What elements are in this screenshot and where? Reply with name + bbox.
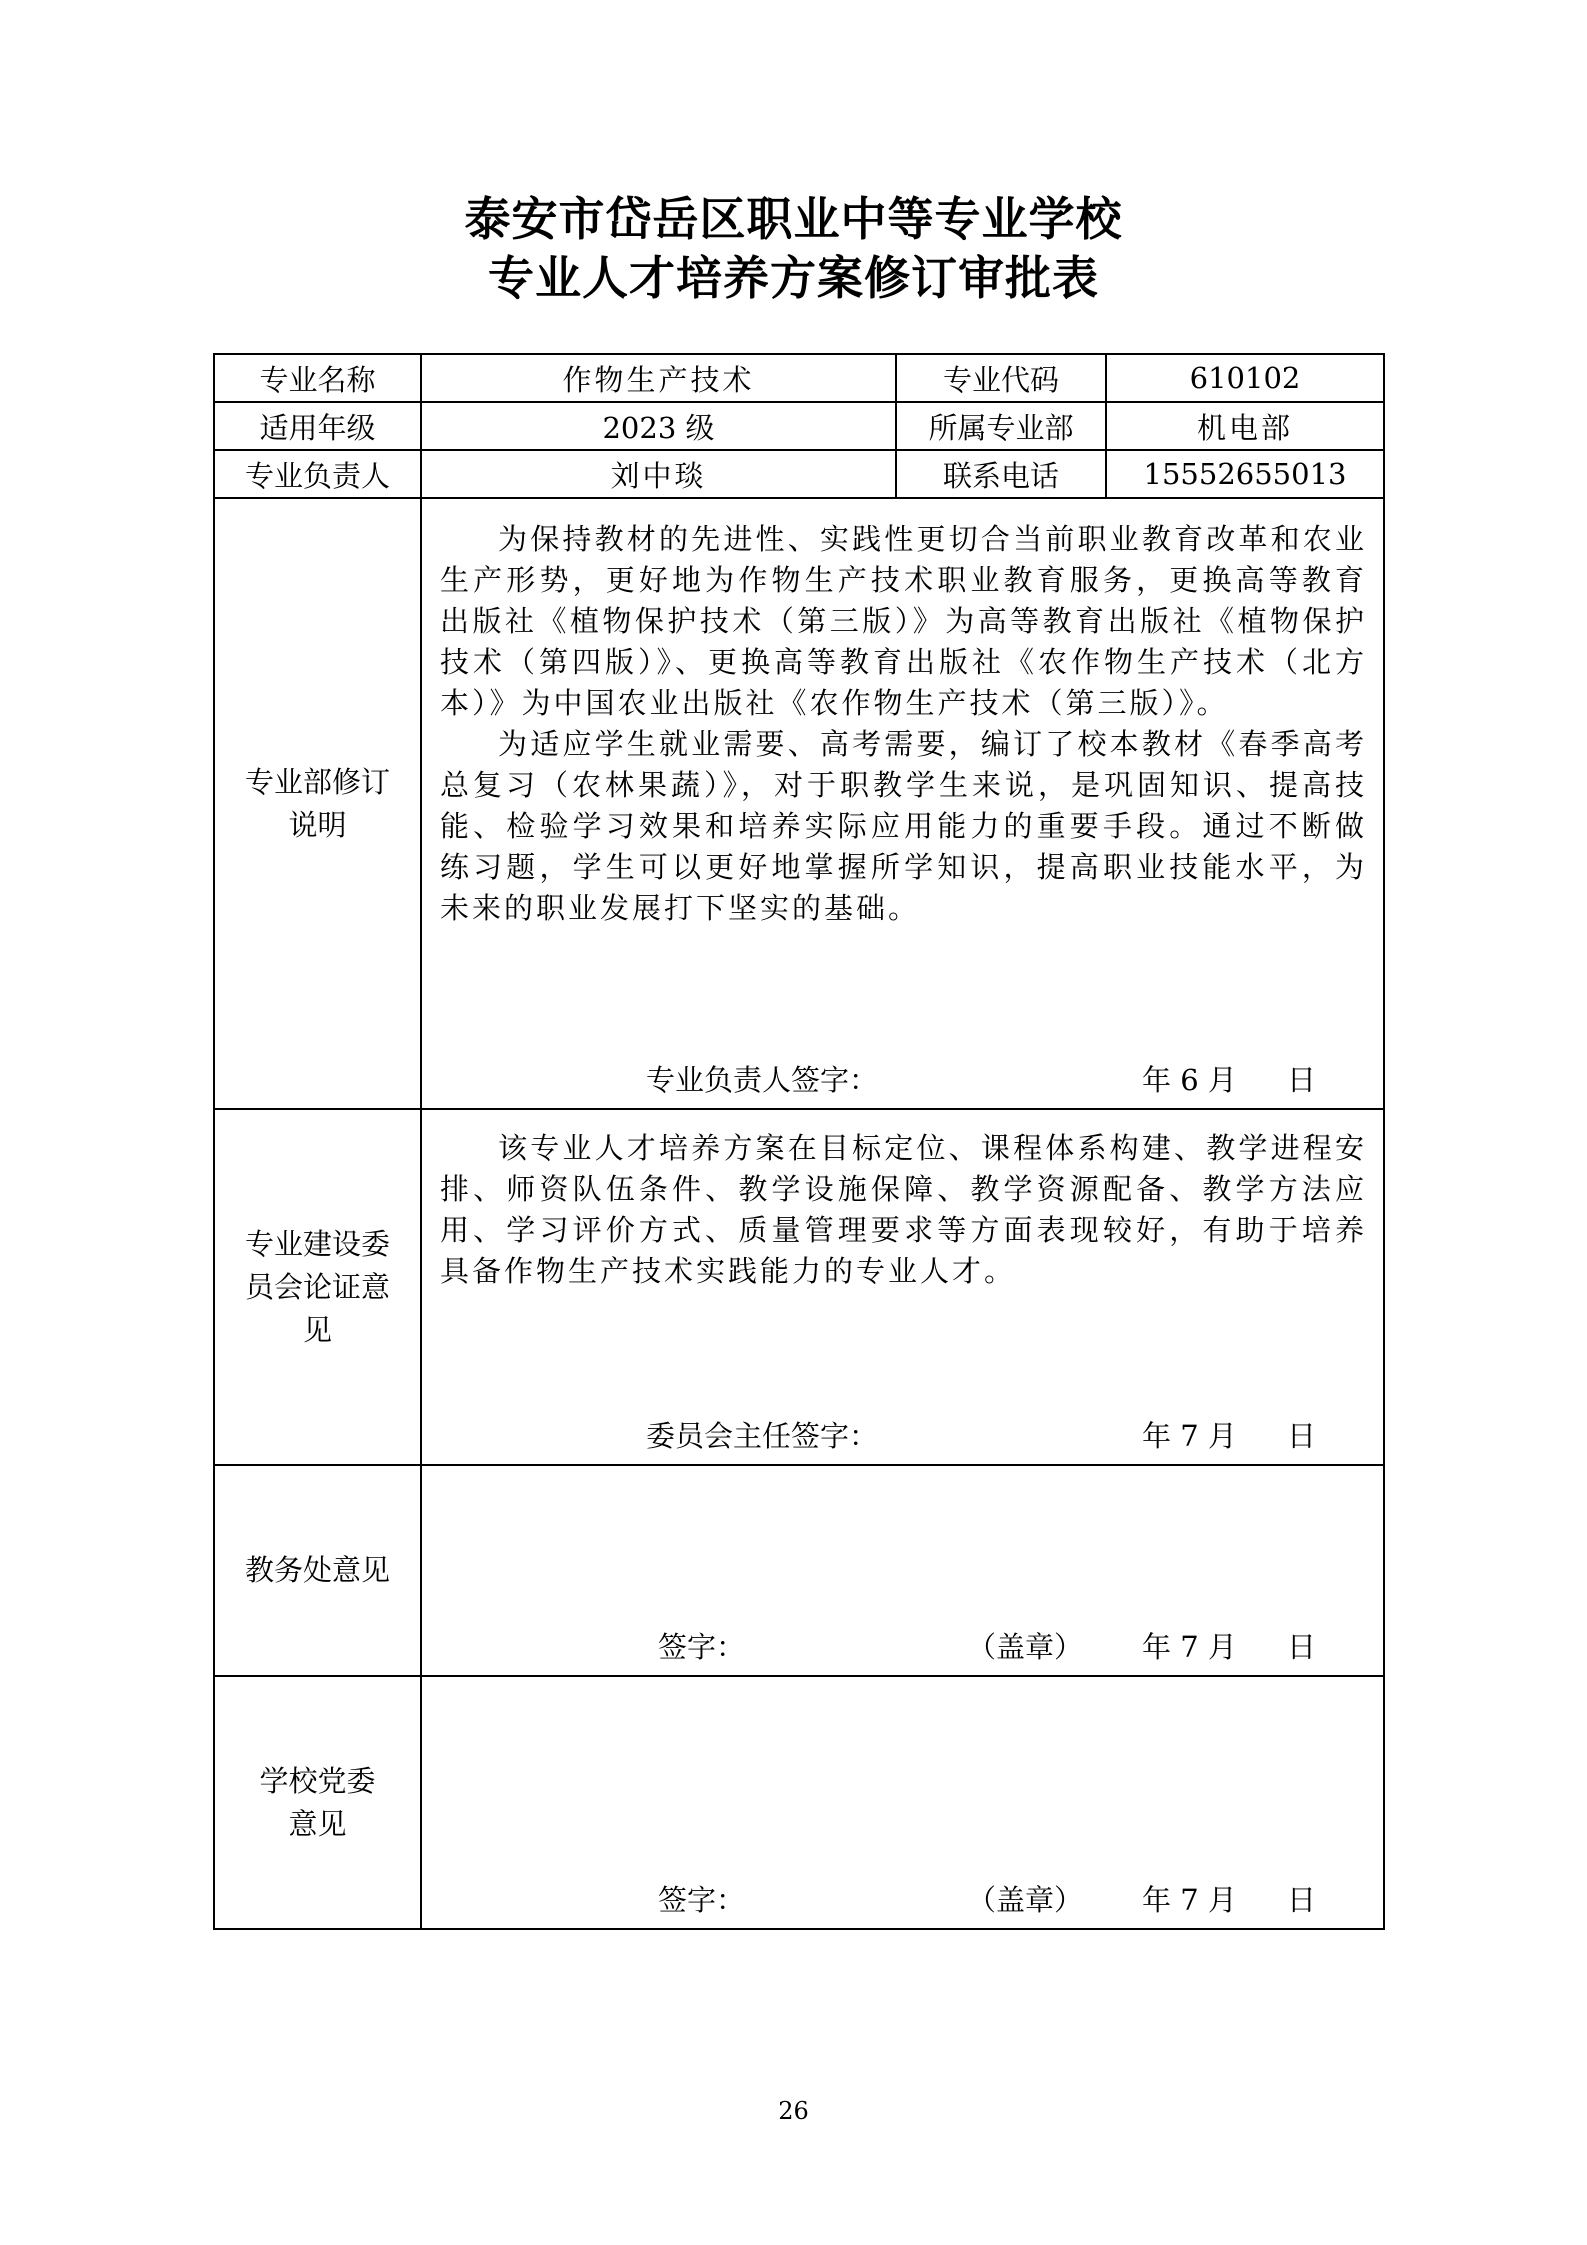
revision-sign-day: 日 <box>1287 1063 1317 1097</box>
page-number: 26 <box>778 2097 809 2125</box>
row-major-name <box>214 354 1384 402</box>
party-committee-sign-month: 年 7 月 <box>1142 1883 1237 1917</box>
academic-affairs-sign-label: 签字： <box>658 1630 746 1664</box>
party-committee-label <box>214 1676 421 1929</box>
department-label: 所属专业部 <box>896 402 1106 450</box>
grade-value: 2023 级 <box>421 402 896 450</box>
document-title-line1: 泰安市岱岳区职业中等专业学校 <box>464 192 1123 246</box>
academic-affairs-label: 教务处意见 <box>214 1465 421 1676</box>
committee-paragraph: 该专业人才培养方案在目标定位、课程体系构建、教学进程安排、师资队伍条件、教学设施保障、教学资源配备、教学方法应用、学习评价方式、质量管理要求等方面表现较好，有助于培养具备作物生产技术实践能力的专业人才。 <box>440 1131 1367 1288</box>
committee-label-text: 专业建设委员会论证意见 <box>244 1226 390 1347</box>
academic-affairs-sign-month: 年 7 月 <box>1142 1630 1237 1664</box>
academic-affairs-signature-line <box>422 1627 1383 1667</box>
revision-content <box>421 498 1384 1109</box>
revision-label-text: 专业部修订说明 <box>244 764 390 842</box>
leader-label: 专业负责人 <box>214 450 421 498</box>
committee-sign-month: 年 7 月 <box>1142 1419 1237 1453</box>
revision-label <box>214 498 421 1109</box>
committee-sign-day: 日 <box>1287 1419 1317 1453</box>
approval-form-table <box>213 353 1385 1930</box>
party-committee-seal: （盖章） <box>967 1883 1084 1917</box>
academic-affairs-sign-day: 日 <box>1287 1630 1317 1664</box>
major-code-label: 专业代码 <box>896 354 1106 402</box>
major-name-label: 专业名称 <box>214 354 421 402</box>
leader-value: 刘中琰 <box>421 450 896 498</box>
committee-label <box>214 1109 421 1465</box>
revision-sign-label: 专业负责人签字： <box>646 1063 879 1097</box>
row-leader <box>214 450 1384 498</box>
phone-label: 联系电话 <box>896 450 1106 498</box>
revision-paragraph-1: 为保持教材的先进性、实践性更切合当前职业教育改革和农业生产形势，更好地为作物生产技术职业教育服务，更换高等教育出版社《植物保护技术（第三版）》为高等教育出版社《植物保护技术（第四版）》、更换高等教育出版社《农作物生产技术（北方本）》为中国农业出版社《农作物生产技术（第三版）》。 <box>440 522 1367 720</box>
party-committee-signature-line <box>422 1880 1383 1920</box>
revision-paragraph-2: 为适应学生就业需要、高考需要，编订了校本教材《春季高考总复习（农林果蔬）》，对于职教学生来说，是巩固知识、提高技能、检验学习效果和培养实际应用能力的重要手段。通过不断做练习题，学生可以更好地掌握所学知识，提高职业技能水平，为未来的职业发展打下坚实的基础。 <box>440 727 1367 925</box>
party-committee-label-text: 学校党委意见 <box>259 1763 376 1841</box>
phone-value: 15552655013 <box>1106 450 1384 498</box>
grade-label: 适用年级 <box>214 402 421 450</box>
row-committee <box>214 1109 1384 1465</box>
document-title-line2: 专业人才培养方案修订审批表 <box>488 251 1099 305</box>
party-committee-sign-label: 签字： <box>658 1883 746 1917</box>
committee-sign-label: 委员会主任签字： <box>646 1419 879 1453</box>
party-committee-content <box>421 1676 1384 1929</box>
party-committee-sign-day: 日 <box>1287 1883 1317 1917</box>
revision-signature-line <box>422 1060 1383 1100</box>
committee-signature-line <box>422 1416 1383 1456</box>
row-academic-affairs <box>214 1465 1384 1676</box>
major-code-value: 610102 <box>1106 354 1384 402</box>
academic-affairs-seal: （盖章） <box>967 1630 1084 1664</box>
committee-content <box>421 1109 1384 1465</box>
revision-sign-month: 年 6 月 <box>1142 1063 1237 1097</box>
row-revision <box>214 498 1384 1109</box>
row-party-committee <box>214 1676 1384 1929</box>
row-grade <box>214 402 1384 450</box>
major-name-value: 作物生产技术 <box>421 354 896 402</box>
academic-affairs-content <box>421 1465 1384 1676</box>
department-value: 机电部 <box>1106 402 1384 450</box>
